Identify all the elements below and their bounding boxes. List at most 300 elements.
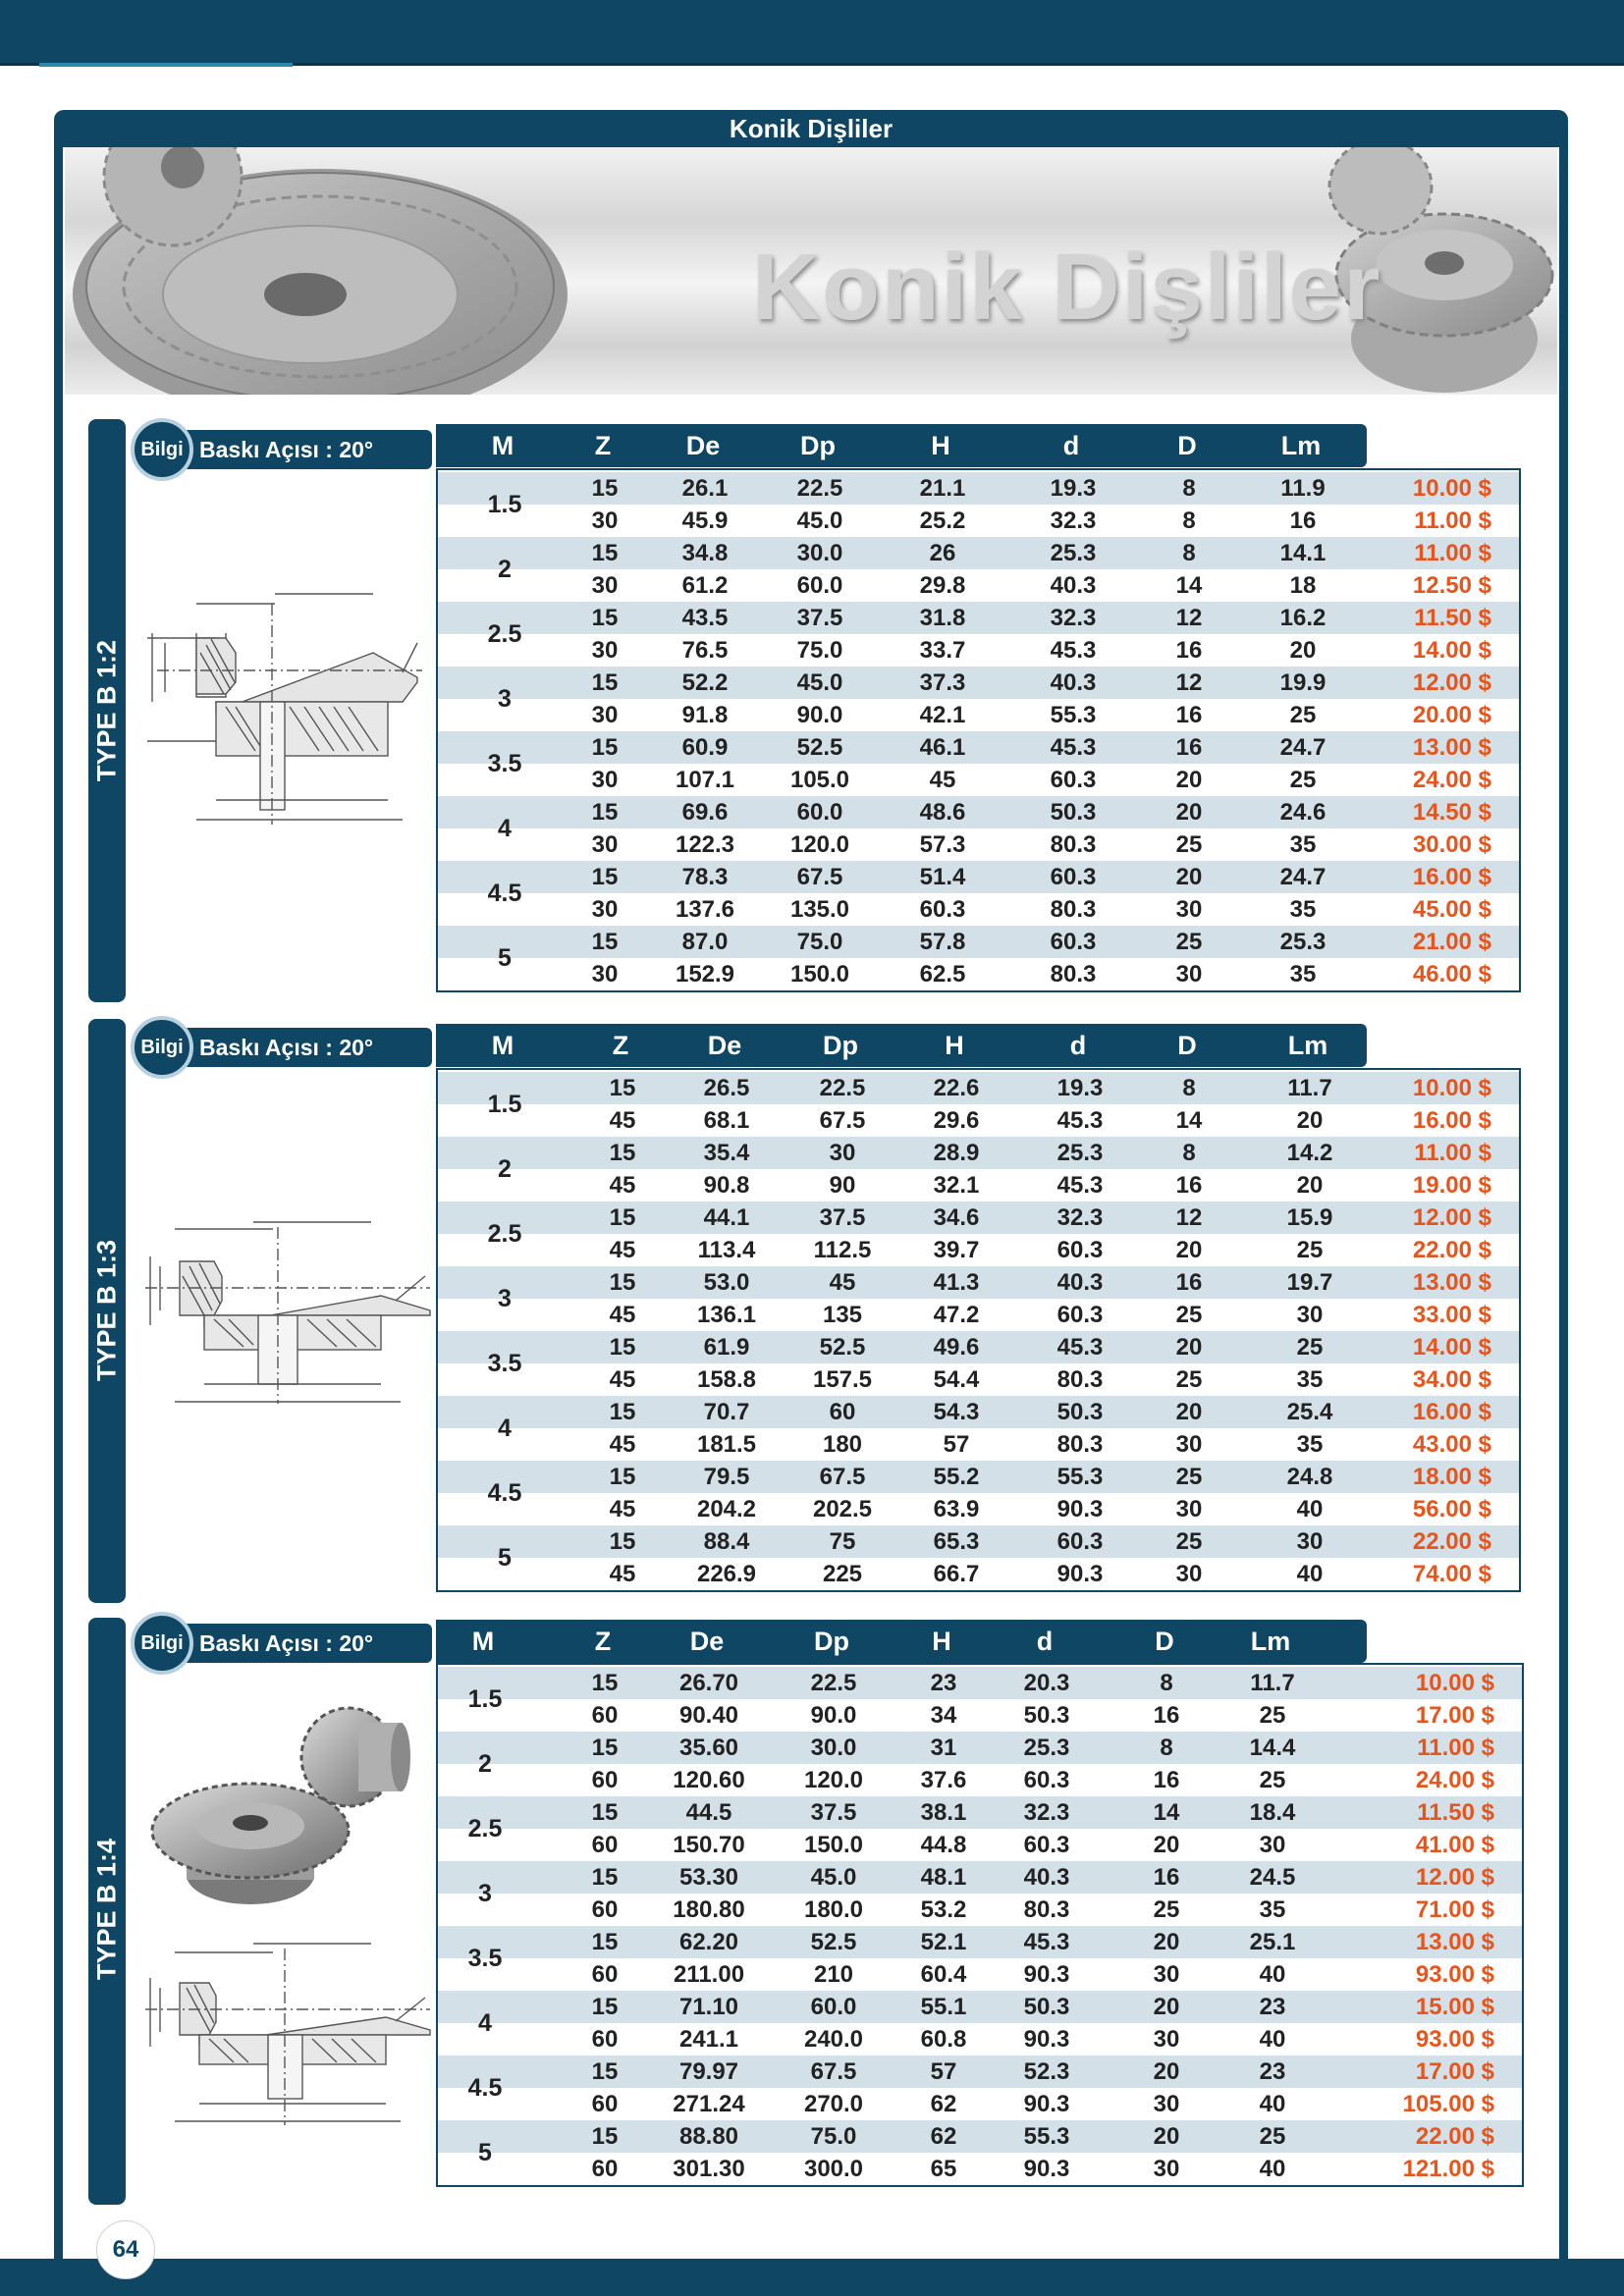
module-cell: 3 xyxy=(478,1880,492,1907)
table-cell: 79.97 xyxy=(678,2058,739,2085)
price-cell: 12.00 $ xyxy=(1412,1204,1491,1231)
table-cell: 35 xyxy=(1296,1431,1324,1458)
table-cell: 25 xyxy=(1289,767,1317,793)
table-cell: 80.3 xyxy=(1056,1366,1104,1393)
table-cell: 20 xyxy=(1175,1399,1203,1425)
table-cell: 25 xyxy=(1296,1334,1324,1361)
column-header-z: Z xyxy=(594,1627,612,1656)
table-cell: 60.3 xyxy=(1056,1528,1104,1555)
table-cell: 60.0 xyxy=(810,1994,857,2020)
table-cell: 71.10 xyxy=(678,1994,739,2020)
table-cell: 15 xyxy=(609,1140,636,1166)
module-cell: 4.5 xyxy=(487,1479,522,1507)
table-cell: 16 xyxy=(1289,507,1317,534)
price-cell: 19.00 $ xyxy=(1412,1172,1491,1199)
column-header-z: Z xyxy=(612,1031,629,1060)
table-cell: 16 xyxy=(1175,734,1203,761)
table-cell: 15 xyxy=(591,799,619,826)
table-cell: 11.9 xyxy=(1280,475,1326,502)
table-cell: 19.3 xyxy=(1056,1075,1104,1101)
table-cell: 22.5 xyxy=(796,475,843,502)
table-cell: 32.1 xyxy=(933,1172,980,1199)
table-cell: 60 xyxy=(591,1896,619,1923)
table-cell: 80.3 xyxy=(1056,1431,1104,1458)
table-cell: 30 xyxy=(1175,896,1203,923)
table-cell: 61.2 xyxy=(681,572,729,599)
table-cell: 150.0 xyxy=(789,961,850,988)
info-badge xyxy=(131,1612,193,1675)
bottom-footer-bar xyxy=(0,2259,1624,2296)
table-cell: 90.0 xyxy=(810,1702,857,1729)
table-cell: 241.1 xyxy=(678,2026,739,2053)
table-cell: 26.1 xyxy=(681,475,729,502)
table-cell: 15 xyxy=(591,1994,619,2020)
table-cell: 24.7 xyxy=(1279,734,1326,761)
module-cell: 4 xyxy=(478,2009,492,2037)
table-cell: 55.3 xyxy=(1023,2123,1070,2150)
module-cell: 4 xyxy=(498,1415,512,1442)
table-cell: 19.9 xyxy=(1279,669,1326,696)
price-cell: 10.00 $ xyxy=(1415,1670,1494,1696)
table-cell: 49.6 xyxy=(933,1334,980,1361)
table-cell: 30 xyxy=(1153,1961,1180,1988)
table-cell: 42.1 xyxy=(919,702,966,728)
table-cell: 60.8 xyxy=(920,2026,967,2053)
table-cell: 40 xyxy=(1296,1496,1324,1522)
table-cell: 15.9 xyxy=(1286,1204,1333,1231)
table-cell: 52.5 xyxy=(796,734,843,761)
column-header-outer-d: D xyxy=(1155,1627,1174,1656)
table-cell: 270.0 xyxy=(803,2091,864,2117)
table-cell: 76.5 xyxy=(681,637,729,664)
page-number: 64 xyxy=(96,2220,155,2279)
table-cell: 37.3 xyxy=(919,669,966,696)
table-cell: 135.0 xyxy=(789,896,850,923)
module-cell: 5 xyxy=(478,2139,492,2166)
table-cell: 30 xyxy=(1153,2156,1180,2182)
table-cell: 30 xyxy=(1259,1832,1286,1858)
price-cell: 105.00 $ xyxy=(1402,2091,1494,2117)
table-cell: 90.3 xyxy=(1023,2026,1070,2053)
table-cell: 30 xyxy=(1175,961,1203,988)
table-cell: 45 xyxy=(609,1431,636,1458)
table-cell: 8 xyxy=(1182,1140,1196,1166)
table-cell: 204.2 xyxy=(696,1496,757,1522)
table-cell: 90.0 xyxy=(796,702,843,728)
table-cell: 88.80 xyxy=(678,2123,739,2150)
table-cell: 87.0 xyxy=(681,929,729,955)
table-cell: 60.0 xyxy=(796,799,843,826)
price-cell: 20.00 $ xyxy=(1412,702,1491,728)
table-header-row xyxy=(436,424,1367,467)
table-cell: 60.3 xyxy=(1056,1237,1104,1263)
table-cell: 67.5 xyxy=(796,864,843,890)
table-cell: 120.0 xyxy=(803,1767,864,1793)
price-cell: 11.00 $ xyxy=(1414,507,1491,534)
price-cell: 121.00 $ xyxy=(1402,2156,1494,2182)
table-cell: 19.7 xyxy=(1286,1269,1333,1296)
price-cell: 17.00 $ xyxy=(1415,1702,1494,1729)
table-cell: 14.1 xyxy=(1279,540,1326,566)
table-cell: 152.9 xyxy=(675,961,735,988)
table-cell: 30 xyxy=(1296,1528,1324,1555)
price-table-type-b-1-2 xyxy=(436,468,1521,992)
table-cell: 75.0 xyxy=(810,2123,857,2150)
table-cell: 60 xyxy=(591,1767,619,1793)
table-cell: 25 xyxy=(1175,1528,1203,1555)
price-cell: 24.00 $ xyxy=(1415,1767,1494,1793)
column-header-de: De xyxy=(685,431,721,460)
table-cell: 30 xyxy=(1175,1496,1203,1522)
table-cell: 62 xyxy=(930,2091,957,2117)
price-cell: 16.00 $ xyxy=(1412,864,1491,890)
table-cell: 79.5 xyxy=(703,1464,750,1490)
table-cell: 40.3 xyxy=(1056,1269,1104,1296)
table-cell: 15 xyxy=(591,1670,619,1696)
table-cell: 25 xyxy=(1175,1464,1203,1490)
table-cell: 16 xyxy=(1153,1864,1180,1891)
table-cell: 14 xyxy=(1153,1799,1180,1826)
table-cell: 15 xyxy=(609,1334,636,1361)
table-cell: 24.5 xyxy=(1249,1864,1296,1891)
table-cell: 30 xyxy=(591,896,619,923)
module-cell: 5 xyxy=(498,1544,512,1572)
table-cell: 60.3 xyxy=(1023,1767,1070,1793)
table-cell: 51.4 xyxy=(919,864,966,890)
table-cell: 30.0 xyxy=(810,1735,857,1761)
table-cell: 45.0 xyxy=(810,1864,857,1891)
table-cell: 107.1 xyxy=(675,767,735,793)
column-header-dp: Dp xyxy=(814,1627,849,1656)
table-cell: 30 xyxy=(591,767,619,793)
table-cell: 30.0 xyxy=(796,540,843,566)
table-cell: 16 xyxy=(1153,1702,1180,1729)
table-cell: 32.3 xyxy=(1023,1799,1070,1826)
table-cell: 15 xyxy=(591,1799,619,1826)
table-cell: 30 xyxy=(1296,1302,1324,1328)
table-cell: 40 xyxy=(1259,1961,1286,1988)
table-cell: 57.3 xyxy=(919,831,966,858)
table-cell: 37.5 xyxy=(810,1799,857,1826)
column-header-d: d xyxy=(1069,1031,1087,1060)
table-cell: 14 xyxy=(1175,1107,1203,1134)
table-cell: 26.70 xyxy=(678,1670,739,1696)
price-cell: 16.00 $ xyxy=(1412,1399,1491,1425)
table-cell: 25 xyxy=(1289,702,1317,728)
table-cell: 14.2 xyxy=(1286,1140,1333,1166)
table-cell: 20 xyxy=(1296,1107,1324,1134)
table-cell: 65.3 xyxy=(933,1528,980,1555)
table-cell: 90.3 xyxy=(1023,2156,1070,2182)
table-cell: 137.6 xyxy=(675,896,735,923)
module-cell: 4.5 xyxy=(467,2074,503,2102)
table-cell: 18 xyxy=(1289,572,1317,599)
table-cell: 225 xyxy=(822,1561,863,1587)
table-cell: 180.80 xyxy=(673,1896,745,1923)
section-label: TYPE B 1:3 xyxy=(91,1239,122,1382)
banner-title: Konik Dişliler xyxy=(752,235,1382,340)
table-cell: 26.5 xyxy=(703,1075,750,1101)
column-header-lm: Lm xyxy=(1280,431,1322,460)
table-cell: 15 xyxy=(609,1464,636,1490)
table-cell: 55.3 xyxy=(1056,1464,1104,1490)
table-cell: 60 xyxy=(591,2026,619,2053)
table-cell: 15 xyxy=(609,1075,636,1101)
table-cell: 60 xyxy=(829,1399,856,1425)
table-cell: 15 xyxy=(609,1399,636,1425)
table-cell: 18.4 xyxy=(1249,1799,1296,1826)
table-cell: 60.3 xyxy=(1050,864,1097,890)
table-cell: 68.1 xyxy=(703,1107,750,1134)
table-cell: 45.3 xyxy=(1056,1172,1104,1199)
table-cell: 14 xyxy=(1175,572,1203,599)
table-cell: 45 xyxy=(609,1172,636,1199)
table-cell: 112.5 xyxy=(813,1237,872,1263)
price-cell: 11.50 $ xyxy=(1417,1799,1494,1826)
price-cell: 14.00 $ xyxy=(1412,1334,1491,1361)
table-cell: 25 xyxy=(1175,831,1203,858)
table-cell: 67.5 xyxy=(819,1464,866,1490)
table-cell: 90.3 xyxy=(1056,1561,1104,1587)
table-cell: 40 xyxy=(1296,1561,1324,1587)
table-cell: 90.3 xyxy=(1023,2091,1070,2117)
table-cell: 25 xyxy=(1153,1896,1180,1923)
table-cell: 202.5 xyxy=(812,1496,873,1522)
table-cell: 45 xyxy=(829,1269,856,1296)
table-cell: 90.8 xyxy=(703,1172,750,1199)
module-cell: 2 xyxy=(498,556,512,583)
table-cell: 25 xyxy=(1175,1366,1203,1393)
price-table-type-b-1-4 xyxy=(436,1663,1524,2187)
table-cell: 34 xyxy=(930,1702,957,1729)
table-cell: 16 xyxy=(1175,702,1203,728)
table-cell: 29.6 xyxy=(933,1107,980,1134)
top-header-accent xyxy=(39,63,293,67)
table-cell: 45 xyxy=(609,1302,636,1328)
table-cell: 122.3 xyxy=(675,831,735,858)
table-cell: 26 xyxy=(929,540,956,566)
table-cell: 45.3 xyxy=(1056,1107,1104,1134)
table-cell: 60 xyxy=(591,2091,619,2117)
price-cell: 13.00 $ xyxy=(1415,1929,1494,1955)
table-cell: 240.0 xyxy=(803,2026,864,2053)
price-cell: 21.00 $ xyxy=(1412,929,1491,955)
table-cell: 60 xyxy=(591,1702,619,1729)
table-cell: 35.60 xyxy=(678,1735,739,1761)
price-cell: 22.00 $ xyxy=(1412,1237,1491,1263)
table-cell: 22.5 xyxy=(810,1670,857,1696)
table-cell: 8 xyxy=(1182,507,1196,534)
price-cell: 18.00 $ xyxy=(1412,1464,1491,1490)
module-cell: 1.5 xyxy=(487,491,522,518)
section-label: TYPE B 1:4 xyxy=(91,1838,122,1981)
table-cell: 12 xyxy=(1175,605,1203,631)
table-cell: 30 xyxy=(591,702,619,728)
table-cell: 35 xyxy=(1259,1896,1286,1923)
price-cell: 93.00 $ xyxy=(1415,2026,1494,2053)
table-cell: 60.9 xyxy=(681,734,729,761)
table-cell: 53.30 xyxy=(678,1864,739,1891)
table-cell: 35 xyxy=(1296,1366,1324,1393)
module-cell: 3 xyxy=(498,1285,512,1312)
column-header-d: d xyxy=(1036,1627,1054,1656)
table-cell: 211.00 xyxy=(673,1961,745,1988)
table-cell: 41.3 xyxy=(933,1269,980,1296)
table-cell: 11.7 xyxy=(1250,1670,1295,1696)
table-header-row xyxy=(436,1620,1367,1663)
column-header-h: H xyxy=(932,1627,951,1656)
table-cell: 45.3 xyxy=(1056,1334,1104,1361)
table-cell: 25.1 xyxy=(1249,1929,1296,1955)
table-cell: 12 xyxy=(1175,669,1203,696)
table-cell: 20 xyxy=(1175,1334,1203,1361)
table-cell: 25 xyxy=(1259,1767,1286,1793)
table-header-row xyxy=(436,1024,1367,1067)
price-cell: 34.00 $ xyxy=(1412,1366,1491,1393)
table-cell: 53.2 xyxy=(920,1896,967,1923)
table-cell: 60.0 xyxy=(796,572,843,599)
table-cell: 44.8 xyxy=(920,1832,967,1858)
table-cell: 45 xyxy=(609,1107,636,1134)
price-cell: 13.00 $ xyxy=(1412,1269,1491,1296)
table-cell: 53.0 xyxy=(703,1269,750,1296)
module-cell: 3 xyxy=(498,685,512,713)
table-cell: 60.3 xyxy=(1023,1832,1070,1858)
price-cell: 22.00 $ xyxy=(1415,2123,1494,2150)
table-cell: 62 xyxy=(930,2123,957,2150)
price-cell: 15.00 $ xyxy=(1415,1994,1494,2020)
table-cell: 34.6 xyxy=(933,1204,980,1231)
table-cell: 25 xyxy=(1175,1302,1203,1328)
table-cell: 44.1 xyxy=(703,1204,750,1231)
table-cell: 46.1 xyxy=(919,734,966,761)
table-cell: 40 xyxy=(1259,2026,1286,2053)
pressure-angle-label: Baskı Açısı : 20° xyxy=(182,430,432,469)
module-cell: 1.5 xyxy=(467,1685,503,1713)
module-cell: 3.5 xyxy=(487,1350,522,1377)
table-cell: 19.3 xyxy=(1050,475,1097,502)
section-tab-type-b-1-3 xyxy=(88,1019,126,1603)
table-cell: 8 xyxy=(1182,475,1196,502)
table-cell: 52.2 xyxy=(681,669,729,696)
table-cell: 120.60 xyxy=(673,1767,745,1793)
table-cell: 45.3 xyxy=(1050,637,1097,664)
module-cell: 2.5 xyxy=(467,1815,503,1842)
table-cell: 16 xyxy=(1175,1269,1203,1296)
table-cell: 50.3 xyxy=(1023,1702,1070,1729)
table-cell: 75.0 xyxy=(796,637,843,664)
column-header-z: Z xyxy=(594,431,612,460)
table-cell: 80.3 xyxy=(1050,896,1097,923)
info-badge-text: Bilgi xyxy=(140,1037,184,1058)
info-badge xyxy=(131,418,193,481)
table-cell: 60 xyxy=(591,1961,619,1988)
table-cell: 23 xyxy=(930,1670,957,1696)
table-cell: 32.3 xyxy=(1050,507,1097,534)
table-cell: 16.2 xyxy=(1279,605,1326,631)
price-cell: 14.50 $ xyxy=(1412,799,1491,826)
table-cell: 15 xyxy=(591,540,619,566)
table-cell: 40 xyxy=(1259,2156,1286,2182)
table-cell: 25.3 xyxy=(1050,540,1097,566)
table-cell: 30 xyxy=(591,637,619,664)
table-cell: 28.9 xyxy=(933,1140,980,1166)
table-cell: 157.5 xyxy=(812,1366,873,1393)
table-cell: 20 xyxy=(1153,1994,1180,2020)
price-cell: 10.00 $ xyxy=(1412,475,1491,502)
gear-technical-drawing xyxy=(135,1217,440,1414)
table-cell: 20 xyxy=(1153,1929,1180,1955)
table-cell: 40.3 xyxy=(1050,572,1097,599)
info-header xyxy=(131,418,432,481)
table-cell: 35 xyxy=(1289,831,1317,858)
pressure-angle-label: Baskı Açısı : 20° xyxy=(182,1624,432,1663)
table-cell: 40.3 xyxy=(1023,1864,1070,1891)
table-cell: 45 xyxy=(609,1496,636,1522)
table-cell: 35 xyxy=(1289,961,1317,988)
table-cell: 52.5 xyxy=(819,1334,866,1361)
table-cell: 57 xyxy=(943,1431,970,1458)
table-cell: 25 xyxy=(1296,1237,1324,1263)
table-cell: 158.8 xyxy=(696,1366,757,1393)
table-cell: 20 xyxy=(1175,767,1203,793)
table-cell: 39.7 xyxy=(933,1237,980,1263)
table-cell: 48.6 xyxy=(919,799,966,826)
table-cell: 52.1 xyxy=(920,1929,967,1955)
table-cell: 67.5 xyxy=(819,1107,866,1134)
table-cell: 150.70 xyxy=(673,1832,745,1858)
table-cell: 37.5 xyxy=(796,605,843,631)
section-tab-type-b-1-4 xyxy=(88,1618,126,2205)
price-cell: 33.00 $ xyxy=(1412,1302,1491,1328)
price-cell: 45.00 $ xyxy=(1412,896,1491,923)
section-label: TYPE B 1:2 xyxy=(91,639,122,782)
table-cell: 20 xyxy=(1175,864,1203,890)
table-cell: 54.4 xyxy=(933,1366,980,1393)
table-cell: 34.8 xyxy=(681,540,729,566)
table-cell: 15 xyxy=(591,864,619,890)
table-cell: 67.5 xyxy=(810,2058,857,2085)
table-cell: 22.5 xyxy=(819,1075,866,1101)
table-cell: 25 xyxy=(1259,1702,1286,1729)
column-header-m: M xyxy=(471,1627,495,1656)
table-cell: 113.4 xyxy=(697,1237,756,1263)
price-cell: 11.00 $ xyxy=(1414,1140,1491,1166)
info-badge-text: Bilgi xyxy=(140,439,184,460)
price-table-type-b-1-3 xyxy=(436,1068,1521,1592)
table-cell: 60.3 xyxy=(1050,767,1097,793)
column-header-d: d xyxy=(1062,431,1080,460)
table-cell: 30 xyxy=(591,507,619,534)
banner-image xyxy=(65,147,1557,395)
table-cell: 57 xyxy=(930,2058,957,2085)
table-cell: 135 xyxy=(822,1302,863,1328)
price-cell: 71.00 $ xyxy=(1415,1896,1494,1923)
table-cell: 32.3 xyxy=(1056,1204,1104,1231)
price-cell: 17.00 $ xyxy=(1415,2058,1494,2085)
table-cell: 8 xyxy=(1182,1075,1196,1101)
table-cell: 45 xyxy=(929,767,956,793)
info-header xyxy=(131,1612,432,1675)
table-cell: 30 xyxy=(1153,2091,1180,2117)
table-cell: 52.5 xyxy=(810,1929,857,1955)
table-cell: 15 xyxy=(591,2123,619,2150)
table-cell: 63.9 xyxy=(933,1496,980,1522)
table-cell: 40 xyxy=(1259,2091,1286,2117)
table-cell: 105.0 xyxy=(789,767,850,793)
table-cell: 45.0 xyxy=(796,669,843,696)
table-cell: 29.8 xyxy=(919,572,966,599)
